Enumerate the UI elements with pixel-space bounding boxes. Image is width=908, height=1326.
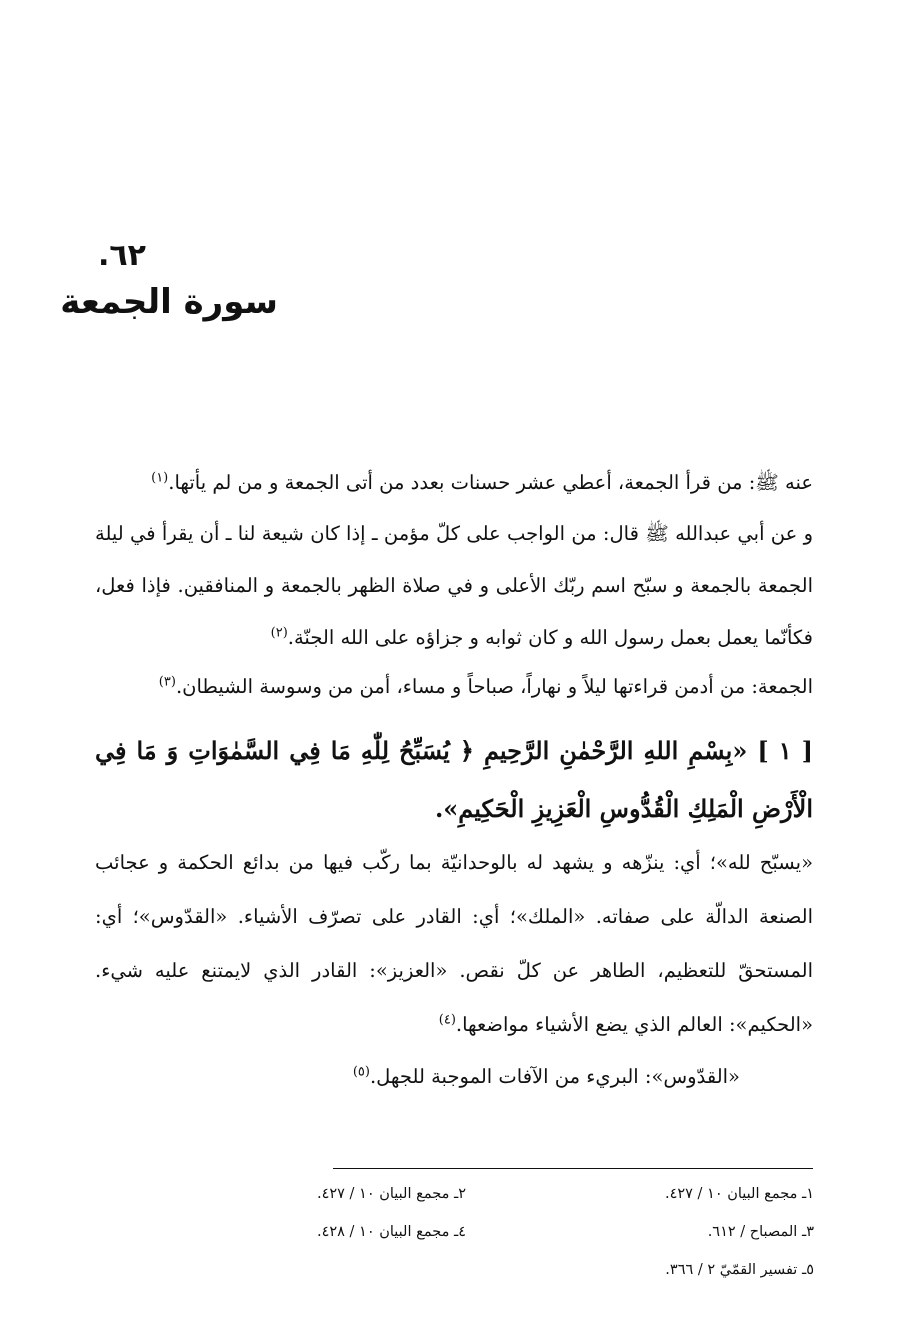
footnote-ref: (٣) [158,674,176,690]
paragraph-text: و عن أبي عبدالله ﷺ قال: من الواجب على كلّ مؤمن ـ إذا كان شيعة لنا ـ أن يقرأ في ليلة الجمعة بالجمعة و سبّح اسم ربّك الأعلى و في صلاة الظهر بالجمعة و المنافقين. فإذا فعل، فكأنّما يعمل بعمل رسول الله و كان ثوابه و جزاؤه على الله الجنّة. [95,522,813,649]
footnote-3: ٣ـ المصباح / ٦١٢. [707,1224,814,1240]
footnote-4: ٤ـ مجمع البيان ١٠ / ٤٢٨. [316,1224,466,1240]
quran-verse: [ ١ ] «بِسْمِ اللهِ الرَّحْمٰنِ الرَّحِيمِ ﴿ يُسَبِّحُ لِلّٰهِ مَا فِي السَّمٰوَاتِ وَ مَا فِي الْأَرْضِ الْمَلِكِ الْقُدُّوسِ الْعَزِيزِ الْحَكِيمِ». [95,736,813,823]
footnote-2: ٢ـ مجمع البيان ١٠ / ٤٢٧. [316,1186,466,1202]
sura-number: ٦٢. [97,238,146,273]
paragraph-merit-1 [95,458,813,508]
paragraph-text: «يسبّح لله»؛ أي: ينزّهه و يشهد له بالوحدانيّة بما ركّب فيها من بدائع الحكمة و عجائب الصنعة الدالّة على صفاته. «الملك»؛ أي: القادر على تصرّف الأشياء. «القدّوس»؛ أي: المستحقّ للتعظيم، الطاهر عن كلّ نقص. «العزيز»: القادر الذي لايمتنع عليه شيء. «الحكيم»: العالم الذي يضع الأشياء مواضعها. [95,851,813,1036]
paragraph-commentary [95,836,813,1052]
footnote-ref: (١) [151,470,169,486]
footnote-1: ١ـ مجمع البيان ١٠ / ٤٢٧. [664,1186,814,1202]
paragraph-text: «القدّوس»: البريء من الآفات الموجبة للجهل. [369,1065,740,1088]
paragraph-commentary-2 [90,1052,780,1102]
footnote-ref: (٢) [270,625,288,641]
sura-title: سورة الجمعة [60,282,278,322]
paragraph-text: عنه ﷺ: من قرأ الجمعة، أعطي عشر حسنات بعدد من أتى الجمعة و من لم يأتها. [168,471,813,494]
paragraph-text: الجمعة: من أدمن قراءتها ليلاً و نهاراً، صباحاً و مساء، أمن من وسوسة الشيطان. [175,675,813,698]
footnote-ref: (٤) [438,1012,456,1028]
paragraph-merit-3 [95,662,813,712]
footnote-ref: (٥) [352,1064,370,1080]
paragraph-merit-2 [95,508,813,664]
footnote-divider [333,1168,813,1169]
footnote-5: ٥ـ تفسير القمّيّ ٢ / ٣٦٦. [665,1262,814,1278]
